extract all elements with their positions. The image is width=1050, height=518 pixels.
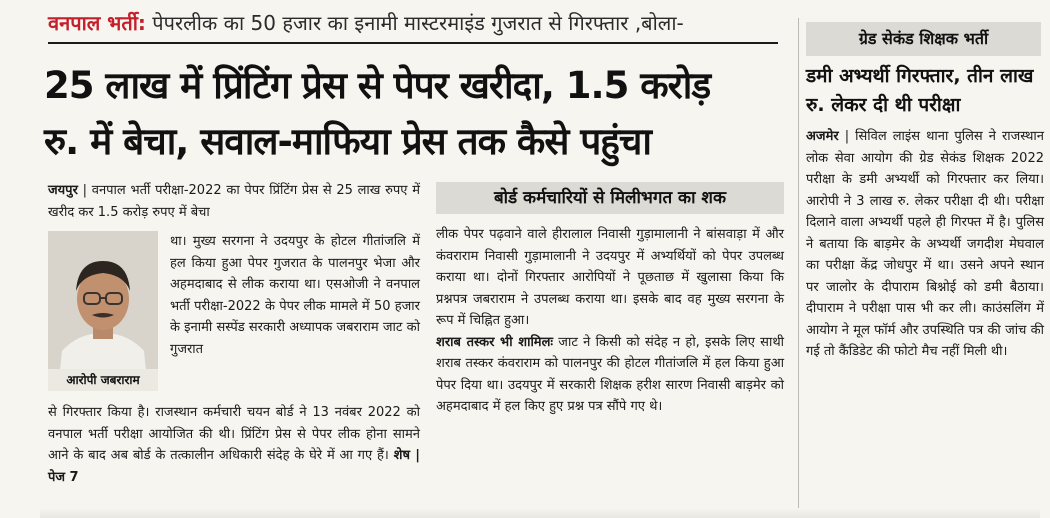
sidebar-body-text: सिविल लाइंस थाना पुलिस ने राजस्थान लोक सेवा आयोग की ग्रेड सेकंड शिक्षक 2022 परीक्षा के डमी अभ्यर्थी को गिरफ्तार कर लिया। आरोपी ने 3 लाख रु. लेकर परीक्षा दी थी। परीक्षा दिलाने वाला अभ्यर्थी पहले ही गिरफ्त में है। पुलिस ने बताया कि बाड़मेर के अभ्यर्थी जगदीश मेघवाल का परीक्षा केंद्र जोधपुर में था। उसने अपने स्थान पर जालोर के दीपाराम बिश्नोई को डमी बैठाया। दीपाराम ने परीक्षा पास भी कर ली। काउंसलिंग में आयोग ने मूल फॉर्म और उपस्थिति पत्र की जांच की गई तो कैंडिडेट की फोटो मैच नहीं मिली थी। — [806, 129, 1044, 359]
sidebar-headline: डमी अभ्यर्थी गिरफ्तार, तीन लाख रु. लेकर दी थी परीक्षा — [806, 65, 1034, 116]
kicker-divider — [48, 42, 778, 44]
accused-portrait-image — [48, 231, 158, 391]
column2-subhead: शराब तस्कर भी शामिलः — [436, 334, 554, 350]
column2-paragraph-2-text: जाट ने किसी को संदेह न हो, इसके लिए साथी शराब तस्कर कंवराराम को पालनपुर की होटल गीतांजलि में हल किया हुआ पेपर दिया था। उदयपुर में सरकारी शिक्षक हरीश सारण निवासी बाड़मेर को अहमदाबाद में हल किए हुए प्रश्न पत्र सौंपे गए थे। — [436, 334, 784, 414]
continued-link[interactable]: शेष | पेज 7 — [48, 448, 420, 485]
sidebar-dateline: अजमेर — [806, 129, 839, 144]
kicker-line — [48, 10, 788, 44]
column-divider — [798, 18, 799, 508]
headline-line-2: रु. में बेचा, सवाल-माफिया प्रेस तक कैसे पहुंचा — [44, 120, 651, 163]
lead-after-photo-text: से गिरफ्तार किया है। राजस्थान कर्मचारी चयन बोर्ड ने 13 नवंबर 2022 को वनपाल भर्ती परीक्षा आयोजित की थी। प्रिंटिंग प्रेस से पेपर लीक होना सामने आने के बाद अब बोर्ड के तत्कालीन अधिकारी संदेह के घेरे में आ गए हैं। — [48, 405, 420, 463]
lead-dateline: जयपुर — [48, 183, 78, 198]
column2-paragraph-2 — [436, 332, 784, 418]
main-headline — [44, 58, 799, 170]
lead-intro: जयपुर | वनपाल भर्ती परीक्षा-2022 का पेपर प्रिंटिंग प्रेस से 25 लाख रुपए में खरीद कर 1.5 करोड़ रुपए में बेचा — [48, 183, 420, 220]
sidebar-tag: ग्रेड सेकंड शिक्षक भर्ती — [806, 22, 1041, 56]
column2-body — [436, 224, 784, 418]
sidebar-body: अजमेर | सिविल लाइंस थाना पुलिस ने राजस्थान लोक सेवा आयोग की ग्रेड सेकंड शिक्षक 2022 परीक्षा के डमी अभ्यर्थी को गिरफ्तार कर लिया। आरोपी ने 3 लाख रु. लेकर परीक्षा दी थी। परीक्षा दिलाने वाला अभ्यर्थी पहले ही गिरफ्त में है। पुलिस ने बताया कि बाड़मेर के अभ्यर्थी जगदीश मेघवाल का परीक्षा केंद्र जोधपुर में था। उसने अपने स्थान पर जालोर के दीपाराम बिश्नोई को डमी बैठाया। दीपाराम ने परीक्षा पास भी कर ली। काउंसलिंग में आयोग ने मूल फॉर्म और उपस्थिति पत्र की जांच की गई तो कैंडिडेट की फोटो मैच नहीं मिली थी। — [806, 129, 1044, 359]
column2-heading: बोर्ड कर्मचारियों से मिलीभगत का शक — [436, 182, 784, 214]
headline-line-1: 25 लाख में प्रिंटिंग प्रेस से पेपर खरीदा, 1.5 करोड़ — [44, 64, 711, 107]
lead-beside-photo: था। मुख्य सरगना ने उदयपुर के होटल गीतांजलि में हल किया हुआ पेपर गुजरात के पालनपुर भेजा और अहमदाबाद से लीक कराया था। एसओजी ने वनपाल भर्ती परीक्षा-2022 के पेपर लीक मामले में 50 हजार के इनामी सस्पेंड सरकारी अध्यापक जबराराम जाट को गुजरात — [170, 234, 420, 357]
photo-caption: आरोपी जबराराम — [48, 369, 158, 391]
kicker-label: वनपाल भर्ती: — [48, 11, 146, 35]
page-bottom-edge — [40, 508, 1040, 518]
kicker-text: पेपरलीक का 50 हजार का इनामी मास्टरमाइंड गुजरात से गिरफ्तार ,बोला- — [145, 11, 684, 35]
column2-paragraph-1: लीक पेपर पढ़वाने वाले हीरालाल निवासी गुड़ामालानी ने बांसवाड़ा में और कंवराराम निवासी गुड़ामालानी ने उदयपुर में अभ्यर्थियों को पेपर उपलब्ध कराया था। दोनों गिरफ्तार आरोपियों ने पूछताछ में खुलासा किया कि प्रश्नपत्र जबराराम ने उपलब्ध कराया था। इसके बाद वह मुख्य सरगना के रूप में चिह्नित हुआ। — [436, 227, 784, 328]
lead-after-photo — [48, 402, 420, 488]
accused-photo — [48, 231, 158, 391]
lead-intro-text: वनपाल भर्ती परीक्षा-2022 का पेपर प्रिंटिंग प्रेस से 25 लाख रुपए में खरीद कर 1.5 करोड़ रुपए में बेचा — [48, 183, 420, 220]
